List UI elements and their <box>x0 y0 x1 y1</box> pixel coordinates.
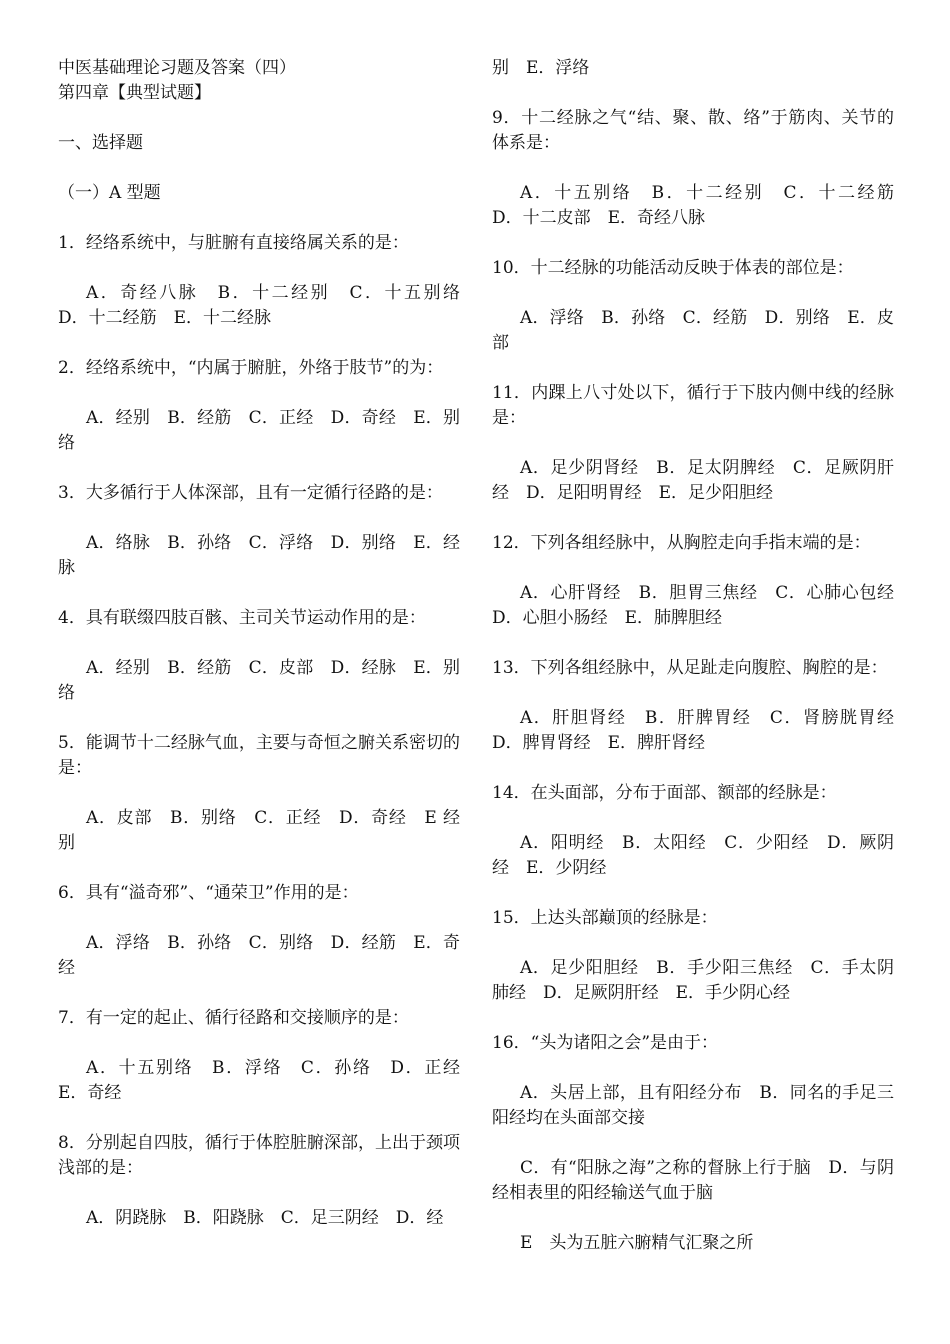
question-1: 1．经络系统中，与脏腑有直接络属关系的是： <box>58 233 409 253</box>
question-3: 3．大多循行于人体深部，且有一定循行径路的是： <box>58 483 443 503</box>
question-1-options: A．奇经八脉 B．十二经别 C．十五别络 D．十二经筋 E．十二经脉 <box>58 283 477 328</box>
question-16-options-cd: C．有“阳脉之海”之称的督脉上行于脑 D．与阴经相表里的阳经输送气血于脑 <box>492 1158 894 1203</box>
question-14-options: A．阳明经 B．太阳经 C．少阳经 D．厥阴经 E．少阴经 <box>492 833 894 878</box>
question-5: 5．能调节十二经脉气血，主要与奇恒之腑关系密切的是： <box>58 733 460 778</box>
question-13: 13．下列各组经脉中，从足趾走向腹腔、胸腔的是： <box>492 658 888 678</box>
question-12: 12．下列各组经脉中，从胸腔走向手指末端的是： <box>492 533 871 553</box>
subsection-heading: （一）A 型题 <box>58 183 161 203</box>
question-6-options: A．浮络 B．孙络 C．别络 D．经筋 E．奇经 <box>58 933 460 978</box>
question-4-options: A．经别 B．经筋 C．皮部 D．经脉 E．别络 <box>58 658 460 703</box>
question-5-options: A．皮部 B．别络 C．正经 D．奇经 E 经别 <box>58 808 460 853</box>
question-7-options: A．十五别络 B．浮络 C．孙络 D．正经 E．奇经 <box>58 1058 477 1103</box>
question-14: 14．在头面部，分布于面部、额部的经脉是： <box>492 783 837 803</box>
question-13-options: A．肝胆肾经 B．肝脾胃经 C．肾膀胱胃经 D．脾胃肾经 E．脾肝肾经 <box>492 708 911 753</box>
question-10: 10．十二经脉的功能活动反映于体表的部位是： <box>492 258 854 278</box>
document-title: 中医基础理论习题及答案（四） <box>58 58 296 78</box>
question-9: 9．十二经脉之气“结、聚、散、络”于筋肉、关节的体系是： <box>492 108 894 153</box>
question-12-options: A．心肝肾经 B．胆胃三焦经 C．心肺心包经 D．心胆小肠经 E．肺脾胆经 <box>492 583 911 628</box>
question-6: 6．具有“溢奇邪”、“通荣卫”作用的是： <box>58 883 359 903</box>
question-8-options: A．阴跷脉 B．阳跷脉 C．足三阴经 D．经 <box>86 1208 444 1228</box>
question-2-options: A．经别 B．经筋 C．正经 D．奇经 E．别络 <box>58 408 460 453</box>
question-16-options: A．头居上部，且有阳经分布 B．同名的手足三阳经均在头面部交接 <box>492 1083 894 1128</box>
question-8-options-continued: 别 E．浮络 <box>492 58 590 78</box>
question-7: 7．有一定的起止、循行径路和交接顺序的是： <box>58 1008 409 1028</box>
question-10-options: A．浮络 B．孙络 C．经筋 D．别络 E．皮部 <box>492 308 894 353</box>
right-column <box>492 56 911 1256</box>
question-4: 4．具有联缀四肢百骸、主司关节运动作用的是： <box>58 608 426 628</box>
question-11-options: A．足少阴肾经 B．足太阴脾经 C．足厥阴肝经 D．足阳明胃经 E．足少阳胆经 <box>492 458 894 503</box>
question-9-options: A．十五别络 B．十二经别 C．十二经筋 D．十二皮部 E．奇经八脉 <box>492 183 911 228</box>
section-heading: 一、选择题 <box>58 133 143 153</box>
left-column <box>58 56 477 1231</box>
question-11: 11．内踝上八寸处以下，循行于下肢内侧中线的经脉是： <box>492 383 894 428</box>
question-16-options-e: E 头为五脏六腑精气汇聚之所 <box>520 1233 754 1253</box>
question-15-options: A．足少阳胆经 B．手少阳三焦经 C．手太阴肺经 D．足厥阴肝经 E．手少阴心经 <box>492 958 894 1003</box>
question-3-options: A．络脉 B．孙络 C．浮络 D．别络 E．经脉 <box>58 533 460 578</box>
question-8: 8．分别起自四肢，循行于体腔脏腑深部，上出于颈项浅部的是： <box>58 1133 460 1178</box>
question-16: 16．“头为诸阳之会”是由于： <box>492 1033 719 1053</box>
question-2: 2．经络系统中，“内属于腑脏，外络于肢节”的为： <box>58 358 444 378</box>
question-15: 15．上达头部巅顶的经脉是： <box>492 908 718 928</box>
chapter-heading: 第四章【典型试题】 <box>58 83 211 103</box>
